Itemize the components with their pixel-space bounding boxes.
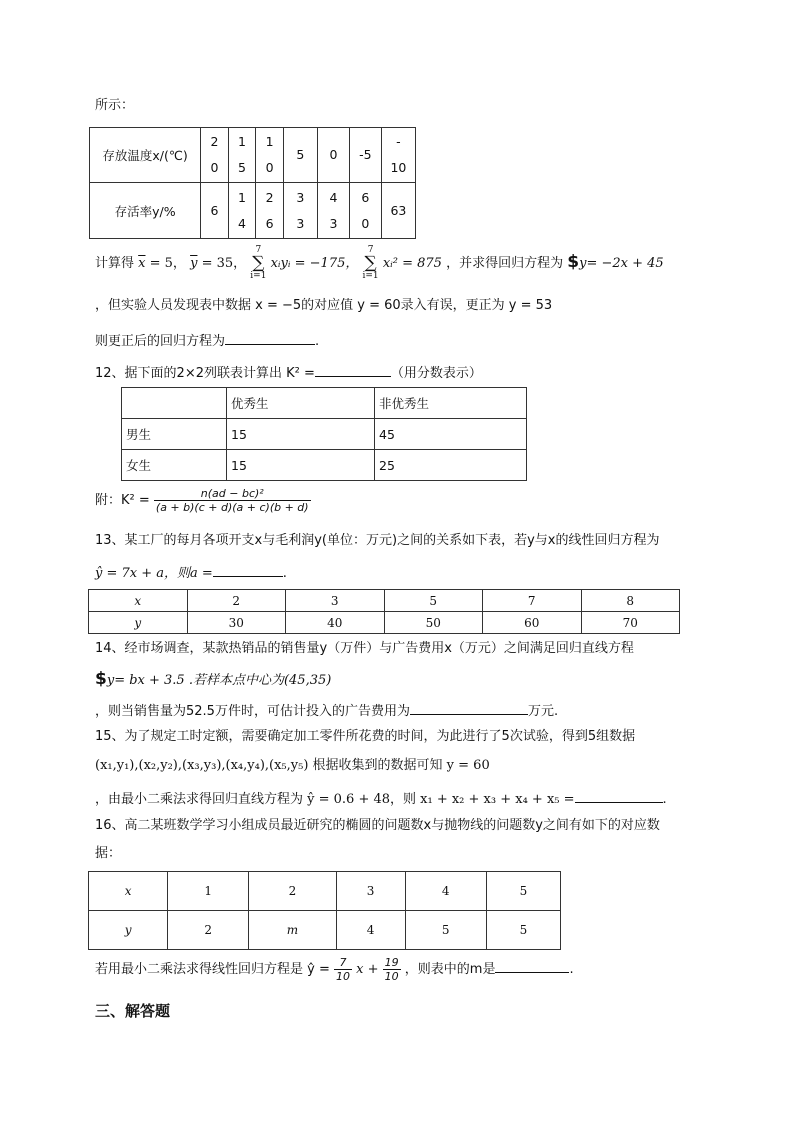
q11-r2-c5 (329, 185, 337, 237)
q15-line1: 15、为了规定工时定额，需要确定加工零件所花费的时间，为此进行了5次试验，得到5组数据 (95, 729, 636, 744)
q11-cell (201, 183, 229, 239)
q12-note-fraction (154, 487, 311, 514)
q16-line1: 16、高二某班数学学习小组成员最近研究的椭圆的问题数x与抛物线的问题数y之间有如下的对应数 (95, 818, 660, 833)
q12-prompt-suffix: （用分数表示） (390, 366, 482, 381)
q11-xbar-eq: = 5， (149, 256, 186, 271)
q13-cell: 8 (581, 590, 680, 612)
q11-r2-c4 (296, 185, 304, 237)
q11-r2-c7 (390, 198, 406, 224)
q11-cell-part: 4 (329, 189, 338, 205)
q11-cell (201, 128, 229, 183)
q12-table (121, 387, 527, 481)
q13-cell: y (89, 612, 188, 634)
q15-line3 (95, 788, 667, 809)
q11-cell-part: - (396, 134, 401, 149)
intro-text: 所示： (95, 98, 135, 113)
q11-row-survival (90, 183, 416, 239)
q13-line1: 13、某工厂的每月各项开支x与毛利润y(单位：万元)之间的关系如下表，若y与x的线性回归方程为 (95, 533, 660, 548)
sum-bottom: i=1 (362, 271, 379, 281)
q16-cell: 1 (168, 872, 249, 911)
q16-cell: 5 (486, 872, 560, 911)
q11-calc-prefix: 计算得 (95, 256, 135, 271)
q11-answer-blank (225, 330, 315, 345)
q11-sum1 (250, 246, 266, 281)
q11-cell-part: 1 (238, 189, 246, 205)
q11-cell (317, 128, 349, 183)
q11-eq-tail: y= −2x + 45 (579, 256, 664, 271)
q11-sum1-body: xᵢyᵢ = −175， (270, 256, 359, 271)
q11-cell-part: 1 (238, 134, 246, 149)
q11-ybar: $\overline{y}$ (190, 256, 198, 271)
q11-cell (283, 128, 317, 183)
q11-cell-part: 0 (265, 160, 274, 175)
q16-final-suffix: ，则表中的m是 (404, 962, 496, 977)
q12-prompt-text: 12、据下面的2×2列联表计算出 K² = (95, 366, 315, 381)
q11-cell-part: 63 (390, 202, 407, 218)
q11-r2-c1 (211, 198, 219, 224)
sum-bottom: i=1 (250, 271, 267, 281)
q13-line2-text: ŷ = 7x + a，则a = (95, 566, 213, 581)
q16-cell: m (249, 911, 336, 950)
q11-r2-c2 (238, 185, 246, 237)
q15-line2: (x₁,y₁),(x₂,y₂),(x₃,y₃),(x₄,y₄),(x₅,y₅) 根据收集到的数据可知 y = 60 (95, 758, 490, 773)
q11-cell (228, 128, 256, 183)
q12-cell: 25 (375, 450, 527, 481)
q11-cell-part: 6 (361, 189, 370, 205)
q11-cell-part: 2 (210, 134, 219, 149)
q13-table (88, 589, 680, 634)
q14-line3 (95, 700, 558, 721)
q14-line2-tail: y= bx + 3.5 .若样本点中心为(45,35) (106, 673, 332, 688)
q11-cell-part: 3 (296, 215, 305, 231)
q11-cell-part: 6 (265, 215, 274, 231)
q11-r1-c3 (266, 129, 274, 181)
q11-cell-part: 0 (329, 147, 338, 162)
q12-header-cell: 优秀生 (227, 388, 375, 419)
q11-cell-part: 3 (296, 189, 305, 205)
q12-cell: 女生 (122, 450, 227, 481)
q11-line2: ，但实验人员发现表中数据 x = −5的对应值 y = 60录入有误，更正为 y = 53 (95, 298, 553, 313)
q11-cell (228, 183, 256, 239)
q16-final-end: . (569, 962, 574, 977)
q16-cell: y (89, 911, 168, 950)
q12-answer-blank (315, 362, 391, 377)
q12-cell: 15 (227, 450, 375, 481)
yhat-glyph-icon: $ (567, 252, 580, 272)
q16-final-prefix: 若用最小二乘法求得线性回归方程是 ŷ = (95, 962, 330, 977)
q16-frac2 (383, 956, 401, 983)
q11-cell (317, 183, 349, 239)
q16-cell: 3 (336, 872, 405, 911)
q12-row-male (122, 419, 527, 450)
q11-cell-part: 5 (296, 147, 305, 162)
q16-frac1-den: 10 (336, 970, 350, 983)
q13-cell: 60 (483, 612, 582, 634)
q14-line3-text: ，则当销售量为52.5万件时，可估计投入的广告费用为 (95, 704, 410, 719)
section-heading: 三、解答题 (95, 1002, 171, 1020)
q11-cell (256, 183, 284, 239)
q16-table (88, 871, 561, 950)
q12-cell: 45 (375, 419, 527, 450)
q12-header-row (122, 388, 527, 419)
q15-line3-text: ，由最小二乘法求得回归直线方程为 ŷ = 0.6 + 48，则 x₁ + x₂ + x₃ + x₄ + x₅ = (95, 792, 575, 807)
q11-r1-c1 (211, 129, 219, 181)
q16-cell: 5 (405, 911, 486, 950)
q13-cell: 70 (581, 612, 680, 634)
q11-line3-end: . (315, 334, 320, 349)
q14-line3-end: 万元. (527, 704, 559, 719)
q11-cell (283, 183, 317, 239)
q16-frac1-num: 7 (334, 956, 352, 970)
q13-cell: 5 (384, 590, 483, 612)
q16-cell: 4 (405, 872, 486, 911)
q11-cell-part: 4 (238, 215, 246, 231)
q11-r2-c6 (361, 185, 369, 237)
sigma-icon: ∑ (364, 253, 377, 273)
q11-line3-text: 则更正后的回归方程为 (95, 334, 226, 349)
sigma-icon: ∑ (252, 253, 265, 273)
q11-cell-part: 2 (265, 189, 274, 205)
q11-cell-part: 6 (210, 202, 219, 218)
q13-line2-end: . (282, 566, 287, 581)
q13-cell: 3 (286, 590, 385, 612)
sum-top: 7 (255, 245, 262, 255)
q16-frac1 (334, 956, 352, 983)
q11-table (89, 127, 416, 239)
q11-cell-part: 10 (390, 160, 407, 175)
q11-cell-part: 5 (238, 160, 246, 175)
q14-line2 (95, 670, 331, 690)
q11-cell-part: -5 (359, 147, 372, 162)
q11-cell-part: 1 (265, 134, 274, 149)
q11-r1-c5 (329, 142, 337, 168)
q15-line3-end: . (662, 792, 667, 807)
q13-cell: 30 (187, 612, 286, 634)
q12-cell: 15 (227, 419, 375, 450)
q16-row-x (89, 872, 561, 911)
q14-line1: 14、经市场调查，某款热销品的销售量y（万件）与广告费用x（万元）之间满足回归直线方程 (95, 641, 634, 656)
q12-header-cell (122, 388, 227, 419)
q11-row-temperature (90, 128, 416, 183)
q11-r1-c4 (296, 142, 304, 168)
q14-answer-blank (410, 700, 528, 715)
q12-cell: 男生 (122, 419, 227, 450)
q15-answer-blank (575, 788, 663, 803)
q11-r1-c6 (359, 142, 371, 168)
q11-r1-c7 (390, 129, 406, 181)
q11-ybar-eq: = 35， (201, 256, 247, 271)
q16-frac2-num: 19 (384, 956, 399, 969)
q11-r1-c2 (238, 129, 246, 181)
sum-top: 7 (367, 245, 374, 255)
q16-cell: 5 (486, 911, 560, 950)
q11-cell (381, 183, 415, 239)
q11-row2-label: 存活率y/% (90, 183, 201, 239)
yhat-glyph-icon: $ (95, 669, 107, 689)
q11-row1-label: 存放温度x/(℃) (90, 128, 201, 183)
q16-answer-blank (495, 958, 569, 973)
q11-cell (349, 183, 381, 239)
q11-cell-part: 0 (210, 160, 219, 175)
q16-frac2-den: 10 (384, 970, 399, 983)
q16-line2: 据： (95, 846, 122, 861)
q12-note-den: (a + b)(c + d)(a + c)(b + d) (155, 501, 309, 514)
q12-note-prefix: 附：K² = (95, 493, 150, 508)
q16-cell: x (89, 872, 168, 911)
q11-cell (381, 128, 415, 183)
q11-cell (256, 128, 284, 183)
q13-line2 (95, 562, 287, 583)
q16-cell: 2 (249, 872, 336, 911)
q13-answer-blank (213, 562, 283, 577)
q13-cell: 40 (286, 612, 385, 634)
q13-row-y (89, 612, 680, 634)
q11-calc-suffix: ，并求得回归方程为 (446, 256, 564, 271)
q16-cell: 4 (336, 911, 405, 950)
q13-cell: 50 (384, 612, 483, 634)
q13-cell: 7 (483, 590, 582, 612)
q11-line3 (95, 330, 319, 351)
q13-cell: x (89, 590, 188, 612)
q12-note-num: n(ad − bc)² (154, 487, 311, 501)
q11-r2-c3 (266, 185, 274, 237)
q16-final-line (95, 955, 574, 985)
q11-sum2-body: xᵢ² = 875 (382, 256, 442, 271)
q13-cell: 2 (187, 590, 286, 612)
q12-row-female (122, 450, 527, 481)
q16-final-mid: x + (356, 962, 379, 977)
q16-cell: 2 (168, 911, 249, 950)
q13-row-x (89, 590, 680, 612)
q11-cell-part: 3 (329, 215, 338, 231)
q11-xbar: $\overline{x}$ (138, 256, 146, 271)
q12-note (95, 486, 311, 516)
q11-cell (349, 128, 381, 183)
q16-row-y (89, 911, 561, 950)
q12-header-cell: 非优秀生 (375, 388, 527, 419)
q11-cell-part: 0 (361, 215, 370, 231)
q12-prompt (95, 362, 482, 383)
q11-sum2 (363, 246, 379, 281)
q11-calc-line (95, 246, 664, 281)
